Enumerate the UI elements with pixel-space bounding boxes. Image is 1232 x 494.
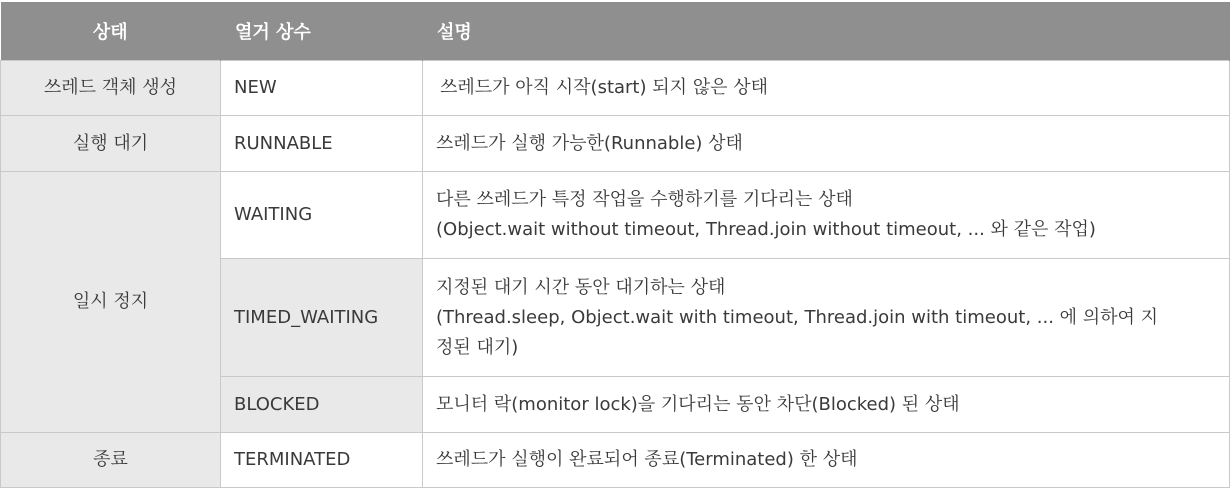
constant-cell: RUNNABLE — [221, 116, 423, 172]
description-line: 쓰레드가 아직 시작(start) 되지 않은 상태 — [440, 77, 769, 98]
constant-cell: TERMINATED — [221, 433, 423, 488]
description-cell — [423, 259, 1230, 377]
constant-cell: TIMED_WAITING — [221, 259, 423, 377]
constant-cell: WAITING — [221, 172, 423, 259]
description-cell — [423, 172, 1230, 259]
description-line: 모니터 락(monitor lock)을 기다리는 동안 차단(Blocked) 된 상태 — [436, 393, 960, 415]
description-line: 정된 대기) — [436, 336, 519, 358]
state-cell: 종료 — [1, 433, 221, 488]
description-line: 쓰레드가 실행 가능한(Runnable) 상태 — [436, 132, 743, 154]
description-line: (Object.wait without timeout, Thread.join without timeout, ... 와 같은 작업) — [436, 219, 1096, 240]
thread-state-table — [0, 2, 1230, 488]
description-cell — [423, 61, 1230, 116]
description-line: 쓰레드가 실행이 완료되어 종료(Terminated) 한 상태 — [436, 449, 858, 470]
description-line: 다른 쓰레드가 특정 작업을 수행하기를 기다리는 상태 — [436, 189, 853, 210]
description-line: (Thread.sleep, Object.wait with timeout, Thread.join with timeout, ... 에 의하여 지 — [436, 306, 1159, 328]
description-line: 지정된 대기 시간 동안 대기하는 상태 — [436, 276, 726, 298]
table-row-terminated — [1, 433, 1230, 488]
state-cell: 쓰레드 객체 생성 — [1, 61, 221, 116]
table-header-row — [1, 2, 1230, 61]
table-row-waiting — [1, 172, 1230, 259]
header-description: 설명 — [423, 2, 1230, 61]
state-cell: 일시 정지 — [1, 172, 221, 433]
constant-cell: BLOCKED — [221, 377, 423, 433]
description-cell — [423, 433, 1230, 488]
header-state: 상태 — [1, 2, 221, 61]
state-cell: 실행 대기 — [1, 116, 221, 172]
table-row-new — [1, 61, 1230, 116]
description-cell — [423, 377, 1230, 433]
constant-cell: NEW — [221, 61, 423, 116]
header-enum-constant: 열거 상수 — [221, 2, 423, 61]
description-cell — [423, 116, 1230, 172]
table-row-runnable — [1, 116, 1230, 172]
